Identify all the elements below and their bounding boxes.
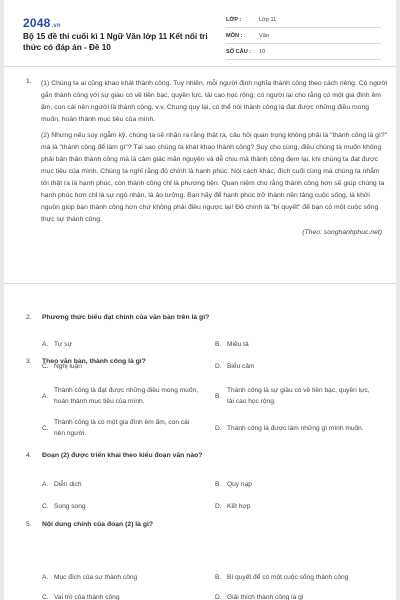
meta-row-count [226, 44, 381, 60]
meta-key: LỚP : [226, 16, 242, 23]
option-b[interactable]: B. Thành công là sự giàu có về tiền bạc, quyền lực, tài cao học rộng. [215, 387, 370, 405]
passage-source: (Theo: songhanhphuc.net) [302, 229, 382, 236]
meta-key: SỐ CÂU : [226, 48, 252, 55]
option-a[interactable]: A. Tự sự [42, 341, 72, 348]
meta-value: Lớp 11 [259, 16, 277, 23]
question-text: Theo văn bản, thành công là gì? [42, 358, 146, 365]
question-number: 4. [26, 452, 32, 459]
option-b[interactable]: B. Bí quyết để có một cuộc sống thành công [215, 574, 349, 581]
meta-value: 10 [259, 48, 266, 55]
option-a[interactable]: A. Diễn dịch [42, 481, 82, 488]
question-number: 1. [26, 78, 32, 85]
option-c[interactable]: C. Thành công là có một gia đình êm ấm, con cái nên người. [42, 419, 190, 437]
meta-value: Văn [259, 32, 269, 39]
divider [4, 283, 396, 284]
document-header [4, 0, 396, 63]
option-d[interactable]: D. Kết hợp [215, 503, 251, 510]
question-number: 2. [26, 314, 32, 321]
question-text: Đoạn (2) được triển khai theo kiểu đoạn văn nào? [42, 452, 203, 459]
reading-passage [26, 78, 388, 236]
option-a[interactable]: A. Mục đích của sự thành công [42, 574, 138, 581]
document-page [4, 0, 396, 600]
option-c[interactable]: C. Vai trò của thành công [42, 594, 120, 600]
meta-key: MÔN : [226, 32, 243, 39]
meta-row-subject [226, 28, 381, 44]
page-title: Bộ 15 đề thi cuối kì 1 Ngữ Văn lớp 11 Kết nối tri thức có đáp án - Đề 10 [23, 32, 208, 52]
question-5 [26, 521, 388, 600]
divider [4, 66, 396, 67]
option-d[interactable]: D. Giải thích thành công là gì [215, 594, 304, 600]
question-number: 5. [26, 521, 32, 528]
option-c[interactable]: C. Nghị luận [42, 363, 82, 370]
passage-paragraph-2: (2) Nhưng nếu suy ngẫm kỹ, chúng ta sẽ nhận ra rằng thật ra, câu hỏi quan trọng không phải là "thành công là gì?" mà là "thành công để làm gì"? Tại sao chúng ta khát khao thành công? Suy cho cùng, điều chúng ta muốn không phải bản thân thành công mà là cảm giác mãn nguyện và dễ chịu mà thành công đem lại, khi chúng ta đạt được mục tiêu của mình. Chúng ta nghĩ rằng đó chính là hạnh phúc. Nói cách khác, đích cuối cùng mà chúng ta nhắm tới thật ra là hạnh phúc, còn thành công chỉ là phương tiện. Quan niệm cho rằng thành công hơn sẽ giúp chúng ta hạnh phúc hơn chỉ là sự ngộ nhận, là ảo tưởng. Bạn hãy để hạnh phúc trở thành nền tảng cuộc sống, là khởi nguồn giúp bạn thành công hơn chứ không phải điều ngược lại! Đó chính là "bí quyết" để bạn có một cuộc sống thực sự thành công. [41, 132, 388, 223]
question-number: 3. [26, 358, 32, 365]
option-d[interactable]: D. Thành công là được làm những gì mình muốn. [215, 424, 364, 432]
option-a[interactable]: A. Thành công là đạt được những điều mong muốn, hoàn thành mục tiêu của mình. [42, 387, 199, 405]
option-d[interactable]: D. Biểu cảm [215, 363, 255, 370]
exam-meta [226, 12, 381, 60]
question-text: Nội dung chính của đoạn (2) là gì? [42, 521, 154, 528]
site-logo[interactable]: 2048.vn [23, 16, 61, 30]
option-b[interactable]: B. Quy nạp [215, 481, 252, 488]
meta-row-class [226, 12, 381, 28]
option-c[interactable]: C. Song song [42, 503, 86, 510]
question-4 [26, 452, 388, 510]
question-text: Phương thức biểu đạt chính của văn bản trên là gì? [42, 314, 210, 321]
passage-paragraph-1: (1) Chúng ta ai cũng khao khát thành công. Tuy nhiên, mỗi người định nghĩa thành công theo cách riêng. Có người gắn thành công với sự giàu có về tiền bạc, quyền lực, tài cao học rộng; có người lại cho rằng có một gia đình êm ấm, con cái nên người là thành công, v.v. Chung quy lại, có thể nói thành công là đạt được những điều mong muốn, hoàn thành mục tiêu của mình. [41, 80, 388, 123]
option-b[interactable]: B. Miêu tả [215, 341, 249, 348]
